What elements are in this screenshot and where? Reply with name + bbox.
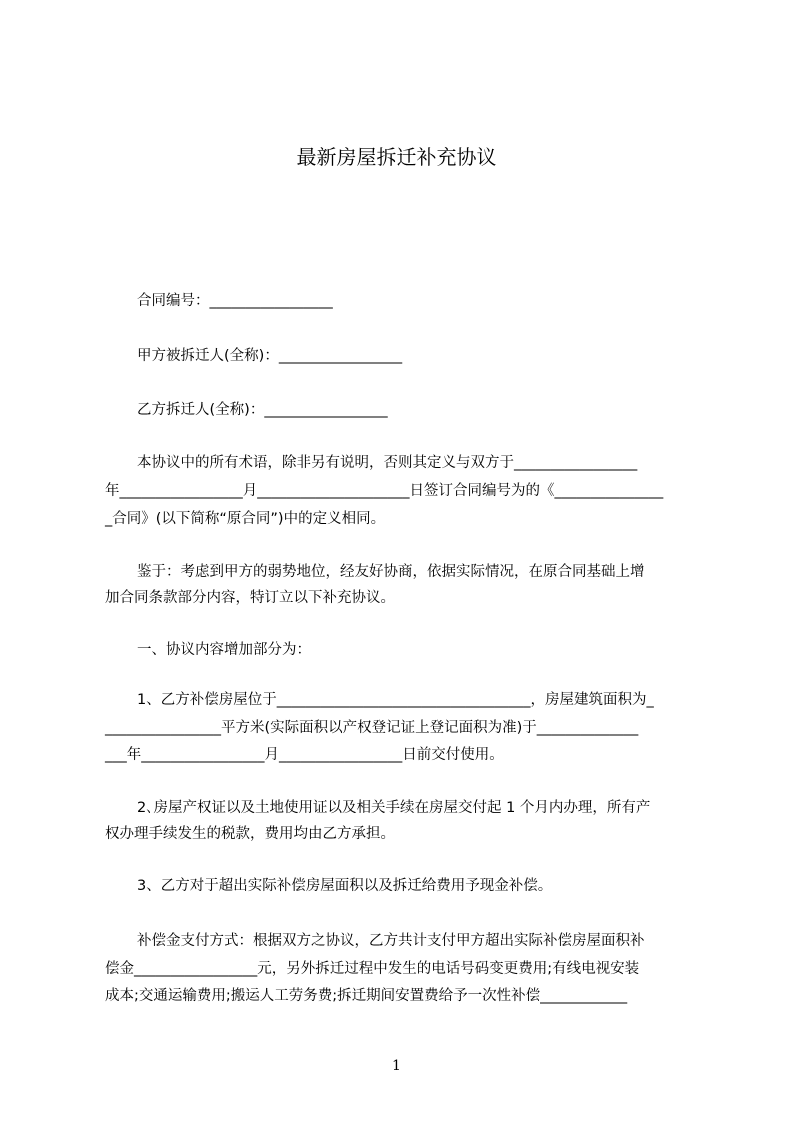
terms-paragraph-line-1: 本协议中的所有术语，除非另有说明，否则其定义与双方于_________________ (137, 455, 638, 471)
page-number: 1 (392, 1058, 401, 1074)
clause-1-line-1: 1、乙方补偿房屋位于___________________________________，房屋建筑面积为_ (137, 692, 654, 708)
party-b-line: 乙方拆迁人(全称)：_________________ (137, 402, 388, 418)
clause-3-line: 3、乙方对于超出实际补偿房屋面积以及拆迁给费用予现金补偿。 (137, 878, 553, 894)
contract-number-line: 合同编号：_________________ (137, 293, 333, 309)
clause-2-line-2: 权办理手续发生的税款，费用均由乙方承担。 (105, 826, 395, 842)
whereas-paragraph-line-1: 鉴于：考虑到甲方的弱势地位，经友好协商，依据实际情况，在原合同基础上增 (137, 564, 645, 580)
clause-1-line-3: ___年_________________月_________________日前交付使用。 (105, 747, 504, 763)
document-title: 最新房屋拆迁补充协议 (296, 145, 497, 169)
payment-paragraph-line-1: 补偿金支付方式：根据双方之协议，乙方共计支付甲方超出实际补偿房屋面积补 (137, 933, 645, 949)
party-a-line: 甲方被拆迁人(全称)：_________________ (137, 348, 403, 364)
payment-paragraph-line-2: 偿金_________________元，另外拆迁过程中发生的电话号码变更费用;有线电视安装 (105, 961, 640, 977)
payment-paragraph-line-3: 成本;交通运输费用;搬运人工劳务费;拆迁期间安置费给予一次性补偿____________ (105, 988, 628, 1004)
clause-2-line-1: 2､房屋产权证以及土地使用证以及相关手续在房屋交付起 1 个月内办理，所有产 (137, 800, 651, 816)
section-heading: 一、协议内容增加部分为： (137, 642, 311, 658)
terms-paragraph-line-2: 年_________________月_____________________日签订合同编号为的《_______________ (105, 483, 664, 499)
clause-1-line-2: ________________平方米(实际面积以产权登记证上登记面积为准)于______________ (105, 720, 639, 736)
whereas-paragraph-line-2: 加合同条款部分内容，特订立以下补充协议。 (105, 590, 395, 606)
terms-paragraph-line-3: _合同》(以下简称“原合同”)中的定义相同。 (105, 511, 386, 527)
